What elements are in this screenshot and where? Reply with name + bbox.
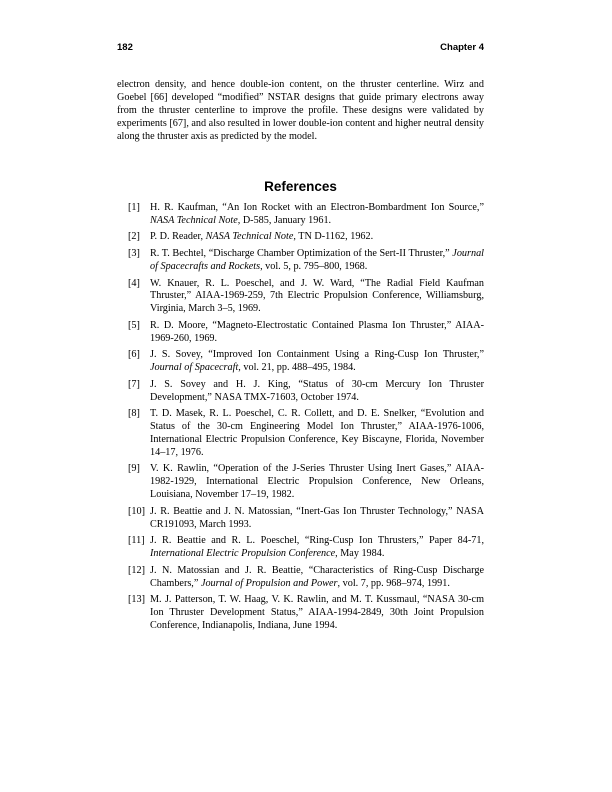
reference-number: [1] — [128, 202, 140, 213]
reference-number: [11] — [128, 535, 145, 547]
reference-number: [5] — [128, 319, 140, 331]
reference-italic-title: Journal of Propulsion and Power — [200, 577, 338, 589]
reference-segment: P. D. Reader, — [150, 231, 206, 243]
reference-segment: M. J. Patterson, T. W. Haag, V. K. Rawlin, and M. T. Kussmaul, “NASA 30-cm Ion Thruster Development Status,” AIAA-1994-2849, 30th Joint Propulsion Conference, Indianapolis, Indiana, June 1994. — [150, 594, 484, 631]
reference-text — [150, 278, 484, 316]
reference-segment: , vol. 21, pp. 488–495, 1984. — [238, 362, 356, 374]
reference-segment: , vol. 7, pp. 968–974, 1991. — [337, 577, 450, 589]
reference-text — [150, 594, 484, 632]
page-number: 182 — [117, 42, 133, 53]
reference-text — [150, 231, 484, 244]
reference-number: [9] — [128, 463, 140, 475]
reference-segment: T. D. Masek, R. L. Poeschel, C. R. Collett, and D. E. Snelker, “Evolution and Status of the 30-cm Engineering Model Ion Thruster,” AIAA-1976-1006, International Electric Propulsion Conference, Key Biscayne, Florida, November 14–17, 1976. — [150, 408, 484, 458]
reference-italic-title: NASA Technical Note — [205, 231, 294, 243]
reference-item — [128, 320, 484, 346]
reference-item — [128, 379, 484, 405]
reference-segment: R. D. Moore, “Magneto-Electrostatic Contained Plasma Ion Thruster,” AIAA-1969-260, 1969. — [150, 319, 484, 344]
reference-text — [150, 463, 484, 501]
reference-number: [13] — [128, 594, 145, 606]
reference-italic-title: Journal of Spacecraft — [150, 362, 239, 374]
reference-segment: J. N. Matossian and J. R. Beattie, “Characteristics of Ring-Cusp Discharge Chambers,” — [150, 564, 484, 589]
reference-segment: , vol. 5, p. 795–800, 1968. — [260, 260, 368, 272]
reference-segment: J. R. Beattie and J. N. Matossian, “Inert-Gas Ion Thruster Technology,” NASA CR191093, March 1993. — [150, 505, 484, 530]
page-header — [117, 41, 484, 55]
reference-item — [128, 594, 484, 632]
reference-segment: , May 1984. — [335, 548, 385, 560]
reference-number: [12] — [128, 564, 145, 576]
reference-text — [150, 349, 484, 375]
references-heading: References — [264, 179, 337, 194]
reference-segment: J. S. Sovey, “Improved Ion Containment Using a Ring-Cusp Ion Thruster,” — [150, 349, 484, 361]
reference-item — [128, 565, 484, 591]
reference-segment: H. R. Kaufman, “An Ion Rocket with an Electron-Bombardment Ion Source,” — [150, 202, 484, 213]
reference-italic-title: NASA Technical Note, — [150, 214, 241, 226]
reference-item — [128, 535, 484, 561]
reference-segment: J. S. Sovey and H. J. King, “Status of 30-cm Mercury Ion Thruster Development,” NASA TMX-71603, October 1974. — [150, 378, 484, 403]
reference-text — [150, 408, 484, 459]
reference-item — [128, 506, 484, 532]
reference-segment: V. K. Rawlin, “Operation of the J-Series Thruster Using Inert Gases,” AIAA-1982-1929, International Electric Propulsion Conference, New Orleans, Louisiana, November 17–19, 1982. — [150, 463, 484, 501]
reference-italic-title: Journal of Spacecrafts and Rockets — [150, 248, 484, 272]
reference-item — [128, 231, 484, 244]
reference-segment: D-585, January 1961. — [240, 214, 332, 226]
reference-number: [2] — [128, 231, 140, 243]
reference-text — [150, 565, 484, 591]
reference-number: [4] — [128, 277, 140, 289]
reference-segment: J. R. Beattie and R. L. Poeschel, “Ring-Cusp Ion Thrusters,” Paper 84-71, — [150, 535, 484, 547]
reference-item — [128, 278, 484, 316]
reference-text — [150, 320, 484, 346]
reference-segment: , TN D-1162, 1962. — [293, 231, 374, 243]
intro-paragraph: electron density, and hence double-ion content, on the thruster centerline. Wirz and Goebel [66] developed “modified” NSTAR designs that guide primary electrons away from the thruster centerline to improve the profile. These designs were validated by experiments [67], and also resulted in lower double-ion content and higher neutral density along the thruster axis as predicted by the model. — [117, 79, 484, 142]
reference-number: [8] — [128, 408, 140, 420]
reference-segment: R. T. Bechtel, “Discharge Chamber Optimization of the Sert-II Thruster,” — [150, 248, 453, 260]
chapter-label: Chapter 4 — [440, 42, 484, 53]
reference-text — [150, 506, 484, 532]
reference-text — [150, 379, 484, 405]
reference-number: [6] — [128, 349, 140, 361]
reference-text — [150, 535, 484, 561]
reference-item — [128, 463, 484, 501]
reference-item — [128, 349, 484, 375]
reference-list — [128, 202, 484, 636]
reference-number: [7] — [128, 378, 140, 390]
reference-item — [128, 408, 484, 459]
reference-number: [3] — [128, 248, 140, 260]
reference-item — [128, 248, 484, 274]
reference-italic-title: International Electric Propulsion Conference — [150, 548, 336, 560]
reference-text — [150, 248, 484, 274]
reference-segment: W. Knauer, R. L. Poeschel, and J. W. Ward, “The Radial Field Kaufman Thruster,” AIAA-1969-259, 7th Electric Propulsion Conference, Williamsburg, Virginia, March 3–5, 1969. — [150, 277, 484, 315]
reference-item — [128, 202, 484, 228]
reference-text — [150, 202, 484, 228]
reference-number: [10] — [128, 505, 145, 517]
